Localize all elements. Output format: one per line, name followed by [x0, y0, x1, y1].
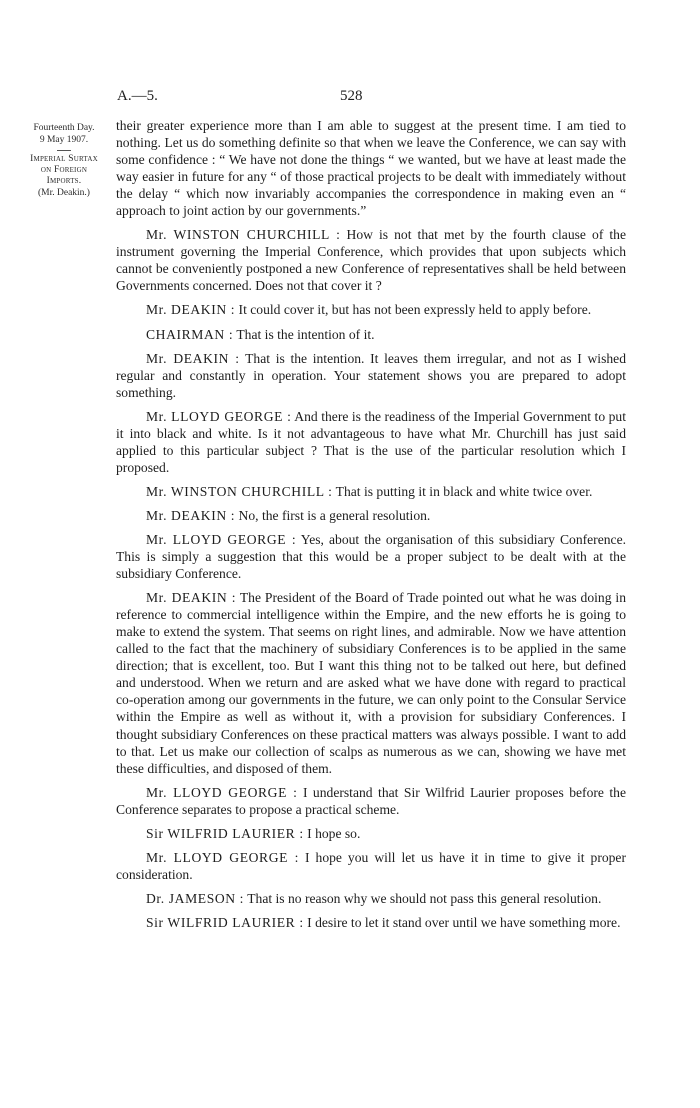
paragraph-text: And there is the readiness of the Imperial Government to put it into black and white. Is it not advantageous to have what Mr. Churchill has just said applied to this particular subject ? That is the use of the particular resolution which I proposed.	[116, 408, 627, 475]
speaker-name: Sir WILFRID LAURIER :	[146, 914, 304, 930]
speaker-name: Mr. DEAKIN :	[146, 507, 236, 523]
paragraph-text: That is the intention. It leaves them irregular, and not as I wished regular and constantly in operation. Your statement shows you are prepared to adopt something.	[116, 350, 626, 400]
transcript-paragraph	[116, 408, 626, 476]
margin-speaker: (Mr. Deakin.)	[38, 188, 90, 198]
transcript-paragraph	[116, 531, 626, 582]
margin-divider	[57, 150, 71, 151]
speaker-name: Mr. LLOYD GEORGE :	[146, 408, 292, 424]
speaker-name: Mr. DEAKIN :	[146, 350, 240, 366]
paragraph-text: I hope so.	[307, 825, 361, 841]
paragraph-text: I desire to let it stand over until we have something more.	[307, 914, 621, 930]
transcript-paragraph	[116, 350, 626, 401]
margin-date: 9 May 1907.	[39, 135, 89, 145]
paragraph-text: I understand that Sir Wilfrid Laurier proposes before the Conference separates to propose a practical scheme.	[116, 784, 627, 817]
margin-topic: Imperial Surtax on Foreign Imports.	[30, 154, 98, 186]
paragraph-text: How is not that met by the fourth clause of the instrument governing the Imperial Conference, which provides that upon subjects which cannot be conveniently postponed a new Conference of representatives shall be held between Governments concerned. Does not that cover it ?	[116, 227, 626, 294]
transcript-paragraph	[116, 226, 626, 294]
paragraph-text: That is putting it in black and white twice over.	[335, 483, 593, 499]
paragraph-text: I hope you will let us have it in time to give it proper consideration.	[116, 849, 626, 882]
margin-day: Fourteenth Day.	[33, 123, 95, 133]
paragraph-text: Yes, about the organisation of this subsidiary Conference. This is simply a suggestion that this would be a proper subject to be dealt with at the subsidiary Conference.	[116, 531, 626, 582]
speaker-name: Sir WILFRID LAURIER :	[146, 825, 304, 841]
transcript-paragraph	[116, 507, 626, 524]
page-number: 528	[340, 88, 363, 104]
speaker-name: Mr. WINSTON CHURCHILL :	[146, 483, 333, 499]
transcript-paragraph	[116, 914, 626, 931]
paragraph-text: The President of the Board of Trade pointed out what he was doing in reference to commercial intelligence within the Empire, and the new efforts he is going to make to extend the system. That seems on right lines, and admirable. Now we have attention called to the fact that the machinery of subsidiary Conferences is to be applied in the same direction; that is excellent, too. But I want this thing not to be talked out here, but defined and understood. When we return and are asked what we have done with regard to practical co-operation among our governments in the future, we can only point to the Consular Service within the Empire as well as without it, with a provision for subsidiary Conferences. I thought subsidiary Conferences on these practical matters was always possible. I want to add to that. Let us make our collection of scalps as numerous as we can, showing we have met these difficulties, and disposed of them.	[116, 590, 626, 776]
paragraph-text: No, the first is a general resolution.	[238, 507, 431, 523]
paragraph-text: That is the intention of it.	[236, 326, 375, 342]
speaker-name: CHAIRMAN :	[146, 326, 234, 342]
speaker-name: Mr. LLOYD GEORGE :	[146, 531, 297, 547]
speaker-name: Mr. DEAKIN :	[146, 302, 236, 318]
speaker-name: Mr. LLOYD GEORGE :	[146, 849, 299, 865]
transcript-paragraph	[116, 301, 626, 318]
speaker-name: Mr. DEAKIN :	[146, 590, 237, 606]
transcript-paragraph	[116, 589, 626, 777]
paragraph-text: their greater experience more than I am able to suggest at the present time. I am tied to nothing. Let us do something definite so that when we leave the Conference, we can say with some confidence : “ We have not done the things “ we wanted, but we have at least made the way easier in future for any “ of those practical projects to be dealt with immediately without the delay “ which now invariably accompanies the correspondence in making even an “ approach to joint action by our governments.”	[116, 118, 626, 219]
transcript-body	[116, 117, 626, 938]
transcript-paragraph	[116, 784, 626, 818]
transcript-paragraph	[116, 825, 626, 842]
paragraph-text: It could cover it, but has not been expressly held to apply before.	[238, 302, 592, 318]
speaker-name: Mr. LLOYD GEORGE :	[146, 784, 298, 800]
paper-reference: A.—5.	[117, 88, 158, 104]
paragraph-text: That is no reason why we should not pass this general resolution.	[247, 890, 602, 906]
margin-note	[26, 122, 102, 199]
transcript-paragraph	[116, 483, 626, 500]
transcript-paragraph	[116, 117, 626, 219]
transcript-paragraph	[116, 326, 626, 343]
speaker-name: Dr. JAMESON :	[146, 890, 245, 906]
transcript-paragraph	[116, 890, 626, 907]
transcript-paragraph	[116, 849, 626, 883]
speaker-name: Mr. WINSTON CHURCHILL :	[146, 227, 341, 243]
